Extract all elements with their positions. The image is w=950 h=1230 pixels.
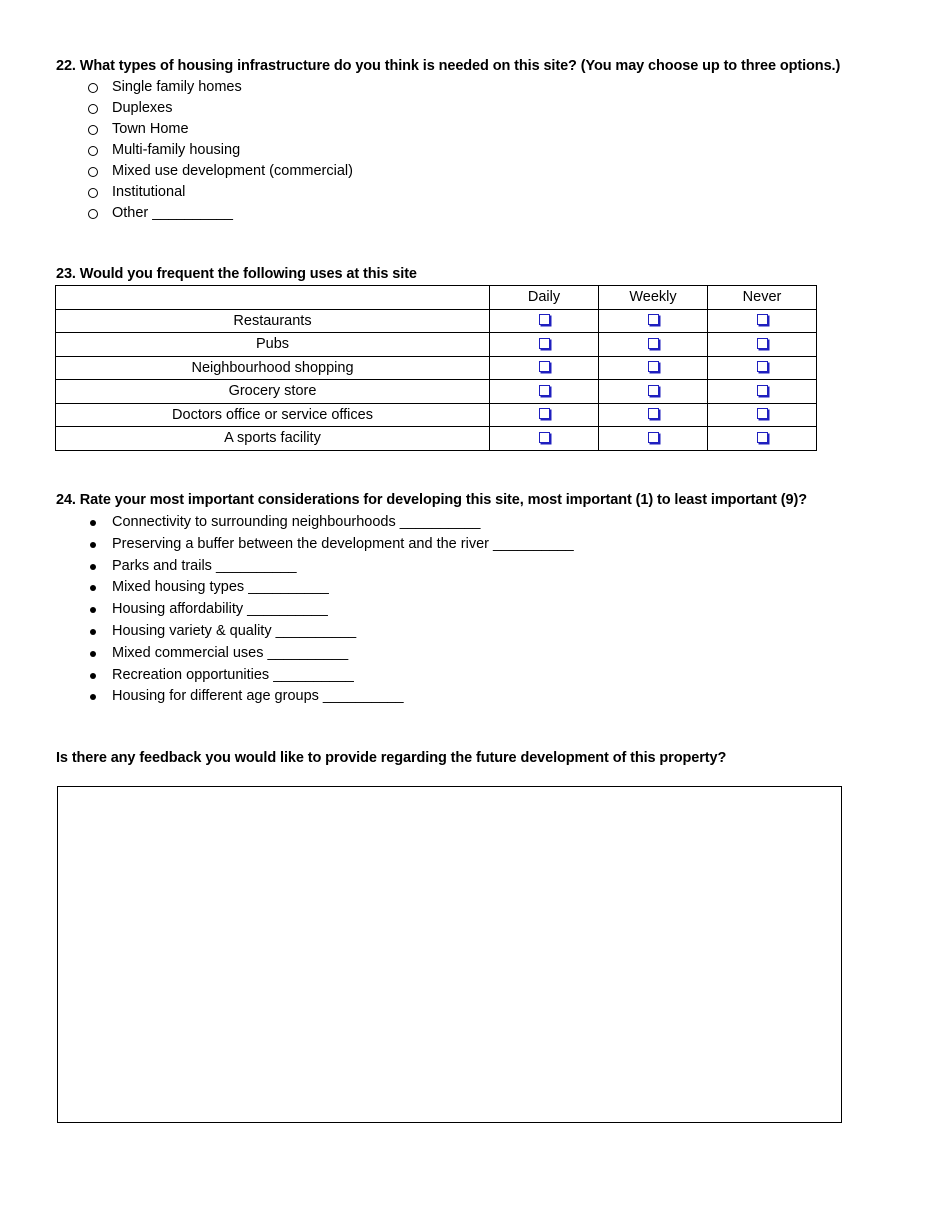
- weekly-cell: [599, 427, 708, 451]
- bullet-icon: [86, 643, 100, 665]
- daily-cell: [490, 403, 599, 427]
- checkbox-icon[interactable]: [757, 338, 768, 349]
- option-label: Single family homes: [112, 79, 242, 95]
- option-label: Institutional: [112, 184, 186, 200]
- q24-item[interactable]: [86, 665, 574, 687]
- weekly-cell: [599, 380, 708, 404]
- q24-items: [86, 512, 574, 708]
- daily-cell: [490, 309, 599, 333]
- row-label: Grocery store: [56, 380, 490, 404]
- q23-title: 23. Would you frequent the following uses at this site: [56, 266, 417, 282]
- bullet-icon: [86, 621, 100, 643]
- row-label: A sports facility: [56, 427, 490, 451]
- checkbox-icon[interactable]: [757, 361, 768, 372]
- checkbox-icon[interactable]: [539, 361, 550, 372]
- checkbox-icon[interactable]: [539, 385, 550, 396]
- column-header: Daily: [490, 286, 599, 310]
- q22-option[interactable]: [86, 119, 353, 140]
- item-label: Mixed housing types __________: [112, 579, 329, 596]
- option-label: Multi-family housing: [112, 142, 241, 158]
- table-row: [56, 356, 817, 380]
- bullet-icon: [86, 577, 100, 599]
- checkbox-icon[interactable]: [539, 408, 550, 419]
- q24-title: 24. Rate your most important considerations for developing this site, most important (1) to least important (9)?: [56, 492, 807, 508]
- weekly-cell: [599, 333, 708, 357]
- q22-option[interactable]: [86, 140, 353, 161]
- checkbox-icon[interactable]: [648, 314, 659, 325]
- q24-item[interactable]: [86, 534, 574, 556]
- checkbox-icon[interactable]: [539, 314, 550, 325]
- never-cell: [708, 380, 817, 404]
- daily-cell: [490, 380, 599, 404]
- q22-option[interactable]: [86, 203, 353, 224]
- bullet-icon: [86, 534, 100, 556]
- q22-option[interactable]: [86, 98, 353, 119]
- bullet-icon: [86, 512, 100, 534]
- item-label: Housing variety & quality __________: [112, 622, 357, 639]
- checkbox-icon[interactable]: [757, 432, 768, 443]
- option-label: Town Home: [112, 121, 189, 137]
- circle-icon: [86, 119, 100, 142]
- weekly-cell: [599, 309, 708, 333]
- never-cell: [708, 309, 817, 333]
- daily-cell: [490, 356, 599, 380]
- bullet-icon: [86, 599, 100, 621]
- daily-cell: [490, 427, 599, 451]
- q23-frequency-table: [55, 285, 817, 451]
- circle-icon: [86, 98, 100, 121]
- q22-option[interactable]: [86, 161, 353, 182]
- row-label: Neighbourhood shopping: [56, 356, 490, 380]
- bullet-icon: [86, 556, 100, 578]
- circle-icon: [86, 203, 100, 226]
- circle-icon: [86, 140, 100, 163]
- checkbox-icon[interactable]: [539, 338, 550, 349]
- column-header: Never: [708, 286, 817, 310]
- item-label: Mixed commercial uses __________: [112, 644, 349, 661]
- table-header-row: [56, 286, 817, 310]
- q22-option[interactable]: [86, 77, 353, 98]
- checkbox-icon[interactable]: [648, 385, 659, 396]
- q24-item[interactable]: [86, 577, 574, 599]
- column-header: Weekly: [599, 286, 708, 310]
- never-cell: [708, 427, 817, 451]
- item-label: Recreation opportunities __________: [112, 666, 354, 683]
- never-cell: [708, 356, 817, 380]
- never-cell: [708, 403, 817, 427]
- item-label: Preserving a buffer between the development and the river __________: [112, 535, 574, 552]
- never-cell: [708, 333, 817, 357]
- weekly-cell: [599, 403, 708, 427]
- feedback-title: Is there any feedback you would like to provide regarding the future development of this property?: [56, 750, 727, 766]
- checkbox-icon[interactable]: [757, 408, 768, 419]
- daily-cell: [490, 333, 599, 357]
- table-row: [56, 403, 817, 427]
- option-label: Duplexes: [112, 100, 173, 116]
- q24-item[interactable]: [86, 621, 574, 643]
- circle-icon: [86, 77, 100, 100]
- item-label: Connectivity to surrounding neighbourhoods __________: [112, 514, 481, 530]
- table-header-blank: [56, 286, 490, 310]
- q24-item[interactable]: [86, 686, 574, 708]
- feedback-textarea[interactable]: [57, 786, 842, 1123]
- q24-item[interactable]: [86, 643, 574, 665]
- checkbox-icon[interactable]: [648, 361, 659, 372]
- checkbox-icon[interactable]: [648, 338, 659, 349]
- row-label: Restaurants: [56, 309, 490, 333]
- q22-title: 22. What types of housing infrastructure do you think is needed on this site? (You may choose up to three options.): [56, 58, 841, 74]
- q22-option[interactable]: [86, 182, 353, 203]
- checkbox-icon[interactable]: [757, 385, 768, 396]
- table-row: [56, 427, 817, 451]
- checkbox-icon[interactable]: [539, 432, 550, 443]
- weekly-cell: [599, 356, 708, 380]
- checkbox-icon[interactable]: [757, 314, 768, 325]
- circle-icon: [86, 161, 100, 184]
- table-row: [56, 333, 817, 357]
- bullet-icon: [86, 686, 100, 708]
- item-label: Housing affordability __________: [112, 601, 328, 618]
- row-label: Pubs: [56, 333, 490, 357]
- q22-options: [86, 77, 353, 224]
- checkbox-icon[interactable]: [648, 432, 659, 443]
- q24-item[interactable]: [86, 599, 574, 621]
- checkbox-icon[interactable]: [648, 408, 659, 419]
- q24-item[interactable]: [86, 556, 574, 578]
- option-label: Mixed use development (commercial): [112, 163, 353, 179]
- q24-item[interactable]: [86, 512, 574, 534]
- circle-icon: [86, 182, 100, 205]
- option-label: Other __________: [112, 205, 233, 221]
- table-row: [56, 380, 817, 404]
- bullet-icon: [86, 665, 100, 687]
- row-label: Doctors office or service offices: [56, 403, 490, 427]
- item-label: Housing for different age groups __________: [112, 688, 404, 705]
- table-row: [56, 309, 817, 333]
- item-label: Parks and trails __________: [112, 557, 297, 574]
